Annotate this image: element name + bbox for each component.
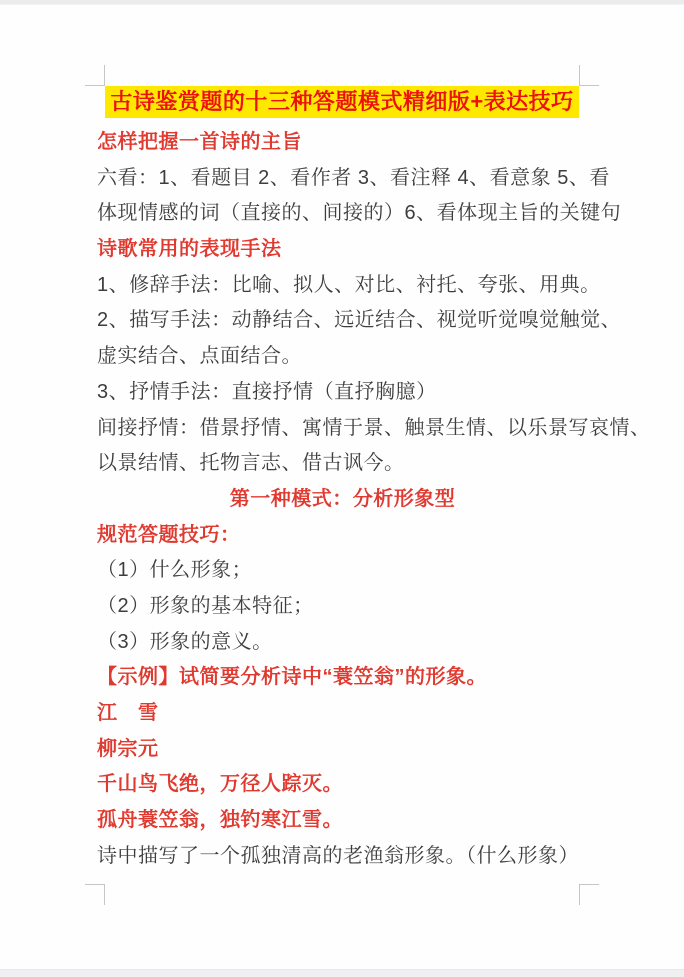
text-line: 千山鸟飞绝，万径人踪灭。 bbox=[97, 773, 343, 796]
text-line: 诗中描写了一个孤独清高的老渔翁形象。（什么形象） bbox=[97, 844, 579, 867]
text-line: 怎样把握一首诗的主旨 bbox=[97, 131, 302, 153]
text-boundary-mark-top-left bbox=[85, 65, 105, 86]
text-line: 六看：1、看题目 2、看作者 3、看注释 4、看意象 5、看 bbox=[97, 166, 610, 189]
text-line: （1）什么形象； bbox=[97, 559, 253, 582]
text-line: （2）形象的基本特征； bbox=[97, 594, 314, 617]
text-line: 孤舟蓑笠翁，独钓寒江雪。 bbox=[97, 809, 343, 832]
text-line: （3）形象的意义。 bbox=[97, 630, 273, 653]
text-line: 3、抒情手法：直接抒情（直抒胸臆） bbox=[97, 380, 437, 403]
document-title-row bbox=[0, 86, 684, 118]
document-body bbox=[97, 125, 651, 874]
page-top-edge bbox=[0, 0, 684, 5]
text-line: 柳宗元 bbox=[97, 737, 159, 760]
text-line: 【示例】试简要分析诗中“蓑笠翁”的形象。 bbox=[97, 666, 487, 689]
text-line: 以景结情、托物言志、借古讽今。 bbox=[97, 452, 405, 475]
text-line: 规范答题技巧： bbox=[97, 523, 241, 546]
text-line: 第一种模式：分析形象型 bbox=[229, 487, 456, 510]
text-line: 1、修辞手法：比喻、拟人、对比、衬托、夸张、用典。 bbox=[97, 273, 601, 296]
text-line: 体现情感的词（直接的、间接的）6、看体现主旨的关键句 bbox=[97, 202, 622, 225]
text-line: 江 雪 bbox=[97, 702, 159, 724]
document-title: 古诗鉴赏题的十三种答题模式精细版+表达技巧 bbox=[105, 86, 578, 118]
text-boundary-mark-bottom-right bbox=[579, 884, 599, 905]
text-line: 虚实结合、点面结合。 bbox=[97, 345, 302, 368]
text-boundary-mark-top-right bbox=[579, 65, 599, 86]
page-bottom-edge bbox=[0, 969, 684, 977]
text-line: 诗歌常用的表现手法 bbox=[97, 238, 282, 261]
text-line: 间接抒情：借景抒情、寓情于景、触景生情、以乐景写哀情、 bbox=[97, 416, 651, 439]
text-line: 2、描写手法：动静结合、远近结合、视觉听觉嗅觉触觉、 bbox=[97, 309, 622, 332]
text-boundary-mark-bottom-left bbox=[85, 884, 105, 905]
